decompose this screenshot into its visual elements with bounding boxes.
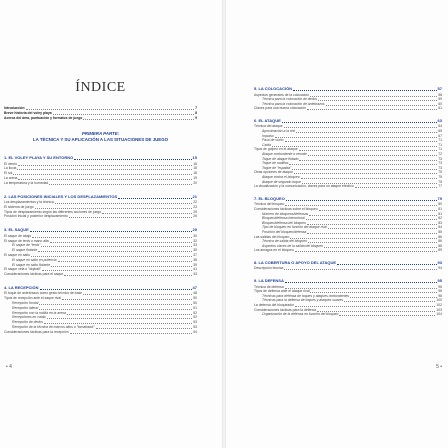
toc-entry-label: Toque de "espalda" bbox=[262, 165, 292, 170]
dot-leader bbox=[51, 265, 192, 267]
toc-entry-label: La temperatura y la humedad bbox=[4, 180, 49, 185]
dot-leader bbox=[307, 108, 437, 110]
toc-entry-page: 52 bbox=[193, 315, 197, 320]
dot-leader bbox=[39, 303, 192, 305]
toc-entry-label: El saque vela o "skyball" bbox=[4, 267, 41, 272]
dot-leader bbox=[13, 173, 192, 175]
toc-entry-page: 53 bbox=[193, 320, 197, 325]
toc-entry-page: 104 bbox=[436, 312, 442, 317]
toc-entry-label: Consideraciones tácticas para el saque bbox=[4, 272, 64, 277]
toc-entry-label: Los desplazamientos y la técnica bbox=[4, 200, 54, 204]
right-page bbox=[226, 0, 448, 448]
toc-entry-page: 85 bbox=[438, 229, 442, 234]
toc-entry-label: Recepción lateral bbox=[12, 305, 39, 310]
toc-entry-label: Impulso bbox=[262, 133, 274, 138]
toc-entry-page: 71 bbox=[438, 138, 442, 143]
toc-entry bbox=[4, 330, 197, 335]
dot-leader bbox=[286, 199, 437, 201]
toc-entry-label: Tipos de defensa ante el ataque rival bbox=[254, 289, 310, 294]
dot-leader bbox=[49, 183, 192, 185]
section-title: 9. LA DEFENSA bbox=[254, 278, 284, 283]
toc-entry-page: 84 bbox=[438, 225, 442, 230]
dot-leader bbox=[62, 298, 192, 300]
toc-entry-page: 88 bbox=[438, 243, 442, 248]
dot-leader bbox=[26, 108, 195, 110]
toc-entry-page: 71 bbox=[438, 147, 442, 152]
toc-entry-label: Técnica de defensa bbox=[254, 284, 284, 289]
toc-entry-page: 72 bbox=[438, 152, 442, 156]
toc-entry-label: Toque de nudillos bbox=[262, 161, 289, 166]
section-page: 63 bbox=[437, 117, 442, 123]
toc-entry-page: 37 bbox=[193, 252, 197, 257]
toc-entry-page: 61 bbox=[438, 106, 442, 111]
toc-entry-label: El saque de abajo bbox=[4, 233, 32, 238]
toc-entry-page: 16 bbox=[193, 161, 197, 166]
section-page: 21 bbox=[192, 193, 197, 199]
toc-entry-page: 80 bbox=[438, 202, 442, 207]
toc-entry-label: Consideraciones tácticas para la recepción bbox=[4, 329, 69, 334]
toc-entry-page: 25 bbox=[193, 209, 197, 214]
toc-section-heading bbox=[254, 118, 442, 124]
toc-entry-label: Posición del bloqueo/defensa bbox=[262, 229, 307, 234]
toc-entry-label: Paso de vuelo bbox=[262, 138, 284, 143]
toc-entry-page: 30 bbox=[193, 233, 197, 238]
dot-leader bbox=[64, 274, 192, 276]
toc-entry-page: 67 bbox=[438, 133, 442, 138]
toc-entry-page: 59 bbox=[438, 97, 442, 102]
dot-leader bbox=[67, 313, 192, 315]
dot-leader bbox=[293, 89, 436, 91]
toc-entry-page: 96 bbox=[438, 284, 442, 289]
section-page: 93 bbox=[437, 259, 442, 265]
toc-entry-label: La arena bbox=[4, 175, 18, 180]
toc-entry-page: 33 bbox=[193, 243, 197, 248]
toc-entry-page: 58 bbox=[438, 92, 442, 97]
toc-entry-page: 73 bbox=[438, 161, 442, 166]
toc-entry bbox=[254, 266, 442, 271]
dot-leader bbox=[38, 250, 192, 252]
toc-section-heading bbox=[254, 196, 442, 202]
toc-entry-page: 48 bbox=[193, 291, 197, 296]
dot-leader bbox=[118, 197, 191, 199]
toc-entry-label: Consideraciones tácticas sobre el bloqueo bbox=[254, 206, 318, 211]
toc-entry-label: El sistema de juego bbox=[4, 204, 34, 209]
toc-entry-page: 38 bbox=[193, 257, 197, 262]
toc-intro-entry-page: 9 bbox=[195, 116, 197, 120]
toc-entry-page: 100 bbox=[436, 298, 442, 303]
toc-entry-label: Ataque contundente o remate bbox=[262, 152, 307, 156]
toc-entry-page: 73 bbox=[438, 165, 442, 170]
dot-leader bbox=[42, 269, 192, 271]
toc-entry-label: Ataque de segundo toque bbox=[262, 179, 301, 184]
toc-entry-page: 89 bbox=[438, 248, 442, 253]
toc-entry-page: 50 bbox=[193, 296, 197, 301]
toc-entry-label: Bloqueo/defensa intencional bbox=[262, 216, 305, 221]
section-title: 3. EL SAQUE bbox=[4, 227, 29, 233]
toc-entry-label: Técnica del bloqueo bbox=[254, 202, 285, 207]
toc-intro-entry bbox=[4, 116, 197, 121]
toc-entry-label: El saque en salto bbox=[4, 252, 31, 257]
toc-entry-label: Recepción con la rodilla en la arena bbox=[12, 310, 66, 315]
dot-leader bbox=[285, 281, 437, 283]
toc-entry-page: 41 bbox=[193, 267, 197, 272]
toc-entry-page: 81 bbox=[438, 206, 442, 211]
toc-entry-page: 77 bbox=[438, 184, 442, 189]
dot-leader bbox=[35, 207, 193, 209]
dot-leader bbox=[83, 293, 192, 295]
toc-entry-page: 23 bbox=[193, 204, 197, 209]
dot-leader bbox=[83, 118, 194, 120]
toc-entry-page: 75 bbox=[438, 170, 442, 175]
dot-leader bbox=[282, 121, 437, 123]
dot-leader bbox=[96, 327, 193, 329]
toc-entry-page: 43 bbox=[193, 272, 197, 277]
toc-entry-label: Aproximación a la red bbox=[262, 129, 295, 133]
toc-entry-label: Tipos de golpeo en el ataque bbox=[254, 147, 298, 152]
toc-section-heading bbox=[254, 278, 442, 284]
toc-section-heading bbox=[4, 155, 197, 161]
section-page: 29 bbox=[192, 227, 197, 233]
left-page bbox=[0, 0, 222, 448]
toc-entry-page: 51 bbox=[193, 305, 197, 310]
toc-entry-page: 22 bbox=[193, 200, 197, 204]
toc-entry-label: Técnica del ataque bbox=[254, 124, 283, 129]
part-subheading: LA TÉCNICA Y SU APLICACIÓN A LAS SITUACIONES DE JUEGO bbox=[32, 137, 169, 142]
dot-leader bbox=[17, 168, 192, 170]
section-page: 79 bbox=[437, 195, 442, 201]
dot-leader bbox=[58, 260, 193, 262]
dot-leader bbox=[102, 212, 192, 214]
toc-entry bbox=[4, 181, 197, 186]
toc-entry-page: 82 bbox=[438, 216, 442, 221]
toc-entry-page: 98 bbox=[438, 289, 442, 294]
toc-entry-label: Técnicas para la defensa de toques y ataques suaves bbox=[262, 298, 344, 303]
section-title: 7. EL BLOQUEO bbox=[254, 195, 285, 201]
toc-entry-label: Técnica para la colocación de dedos bbox=[262, 97, 318, 102]
toc-entry-label: Aspectos generales de la colocación bbox=[254, 92, 310, 97]
part-heading: PRIMERA PARTE: bbox=[81, 131, 120, 136]
toc-entry-label: Recepción de dedos bbox=[12, 320, 43, 325]
section-page: 15 bbox=[192, 155, 197, 160]
toc-entry-label: El viento bbox=[4, 161, 18, 166]
toc-entry-page: 52 bbox=[193, 310, 197, 315]
dot-leader bbox=[355, 186, 438, 188]
toc-entry-page: 102 bbox=[436, 302, 442, 307]
toc-entry-label: El saque de "tenis" bbox=[12, 243, 41, 248]
toc-entry-label: El saque en salto flotante bbox=[12, 262, 51, 267]
page-number-right: 5 • bbox=[436, 364, 442, 370]
section-title: 2. LAS POSICIONES INICIALES Y LOS DESPLAZAMIENTOS bbox=[4, 193, 118, 199]
toc-entry-label: Ataque contra el bloqueo bbox=[262, 175, 300, 179]
toc-entry-label: La lluvia bbox=[4, 166, 17, 171]
toc-entry-label: Descripción técnica bbox=[254, 266, 284, 271]
toc-intro-entry-page: 7 bbox=[195, 106, 197, 110]
toc-entry-label: Recepción de la técnica de marcos altos o "tomahawk" bbox=[12, 325, 95, 329]
section-title: 6. EL ATAQUE bbox=[254, 117, 281, 123]
toc-entry-label: El saque flotante bbox=[12, 248, 38, 253]
toc-entry-label: Tipos de recepción ante el saque rival bbox=[4, 296, 61, 301]
toc-section-heading bbox=[4, 194, 197, 200]
dot-leader bbox=[41, 245, 192, 247]
toc-entry-page: 50 bbox=[193, 301, 197, 305]
toc-entry-label: La defensa del bloqueador bbox=[254, 302, 295, 307]
toc-entry-label: El saque en salto en potencia bbox=[12, 257, 57, 262]
toc-entry-page: 18 bbox=[193, 166, 197, 171]
toc-entry-page: 60 bbox=[438, 101, 442, 106]
toc-entry-label: Otras opciones de ataque bbox=[254, 170, 293, 175]
toc-entry bbox=[254, 184, 442, 189]
toc-entry-page: 73 bbox=[438, 156, 442, 161]
dot-leader bbox=[31, 255, 192, 257]
toc-entry-page: 86 bbox=[438, 239, 442, 244]
toc-entry bbox=[4, 272, 197, 277]
dot-leader bbox=[18, 164, 192, 166]
section-title: 8. LA COBERTURA O APOYO DEL ATAQUE bbox=[254, 259, 337, 265]
toc-intro-entry-label: Breve historia del voley playa bbox=[4, 111, 52, 115]
toc-entry-label: Número de bloqueos/defensas bbox=[262, 211, 309, 216]
section-page: 47 bbox=[192, 284, 197, 290]
toc-entry-label: La visualización y la comunicación, claves para un ataque efectivo bbox=[254, 184, 354, 189]
dot-leader bbox=[40, 288, 192, 290]
toc-entry-page: 39 bbox=[193, 262, 197, 267]
dot-leader bbox=[295, 250, 437, 252]
toc-entry-label: Técnica de salida del bloqueo bbox=[262, 239, 307, 244]
toc-entry-label: El saque de tenis o mano alta bbox=[4, 238, 49, 243]
dot-leader bbox=[39, 308, 192, 310]
toc-entry-page: 26 bbox=[193, 214, 197, 219]
toc-entry-label: El sol bbox=[4, 171, 13, 176]
section-page: 57 bbox=[437, 86, 442, 91]
toc-entry-label: Tipo de bloqueo en función del ataque rival bbox=[262, 225, 327, 230]
toc-entry-label: Recepción frontal bbox=[12, 301, 39, 305]
toc-entry-page: 18 bbox=[193, 171, 197, 176]
toc-entry-label: Consideraciones tácticas para la defensa bbox=[254, 307, 317, 312]
page-number-left: • 4 bbox=[6, 364, 12, 370]
toc-entry bbox=[4, 214, 197, 219]
toc-entry-page: 94 bbox=[438, 266, 442, 271]
toc-entry-page: 81 bbox=[438, 211, 442, 216]
toc-intro-entry-label: Acerca del área, puntuación y formatos de juego bbox=[4, 116, 83, 120]
toc-entry-label: Técnicas para defensa de toques y ataques contundentes bbox=[262, 293, 350, 298]
toc-entry-label: Caída bbox=[262, 142, 272, 147]
dot-leader bbox=[30, 230, 192, 232]
toc-entry-page: 71 bbox=[438, 142, 442, 147]
toc-entry-label: Recepciones en caída bbox=[12, 315, 46, 320]
toc-entry-label: Toque de ataque fintado bbox=[262, 156, 299, 161]
toc-entry-label: El toque de antebrazos como gesto técnico de base bbox=[4, 291, 83, 296]
page-title: ÍNDICE bbox=[75, 80, 126, 95]
toc-entry-page: 32 bbox=[193, 238, 197, 243]
dot-leader bbox=[74, 158, 191, 160]
toc-entry-label: Las salidas del bloqueo bbox=[254, 234, 290, 239]
toc-entry-label: Bloqueo/defensa del bloqueo bbox=[262, 220, 306, 225]
toc-entry-page: 20 bbox=[193, 180, 197, 185]
toc-section-heading bbox=[254, 86, 442, 92]
section-title: 4. LA RECEPCIÓN bbox=[4, 284, 39, 290]
toc-entry-page: 64 bbox=[438, 124, 442, 129]
dot-leader bbox=[339, 314, 435, 316]
toc-entry-label: Claves para una buena colocación bbox=[254, 106, 307, 111]
toc-entry-page: 75 bbox=[438, 179, 442, 184]
toc-entry-label: Aspectos claves de la salida del bloqueo bbox=[262, 243, 324, 248]
dot-leader bbox=[70, 332, 193, 334]
dot-leader bbox=[44, 322, 192, 324]
dot-leader bbox=[69, 216, 193, 218]
dot-leader bbox=[50, 241, 193, 243]
toc-entry-page: 75 bbox=[438, 175, 442, 179]
toc-section-heading bbox=[254, 260, 442, 266]
toc-entry bbox=[254, 248, 442, 253]
toc-entry-label: Organización de la defensa en función del bloqueo bbox=[262, 312, 339, 317]
dot-leader bbox=[32, 236, 192, 238]
toc-entry-page: 83 bbox=[438, 220, 442, 225]
dot-leader bbox=[47, 317, 193, 319]
section-page: 95 bbox=[437, 278, 442, 283]
toc-entry bbox=[254, 312, 442, 317]
dot-leader bbox=[53, 113, 194, 115]
toc-entry-label: Posición inicial y posterior desplazamiento bbox=[4, 214, 68, 219]
toc-entry bbox=[254, 106, 442, 111]
dot-leader bbox=[337, 263, 436, 265]
toc-entry-page: 54 bbox=[193, 329, 197, 334]
toc-entry-page: 65 bbox=[438, 129, 442, 133]
toc-section-heading bbox=[4, 227, 197, 233]
toc-intro-entry-page: 8 bbox=[195, 111, 197, 115]
toc-entry-page: 19 bbox=[193, 175, 197, 180]
toc-entry-label: Los amagos en el bloqueo bbox=[254, 248, 294, 253]
toc-entry-page: 35 bbox=[193, 248, 197, 253]
toc-entry-page: 103 bbox=[436, 307, 442, 312]
section-title: 1. EL VOLEY PLAYA Y SU ENTORNO bbox=[4, 155, 74, 160]
toc-entry-page: 53 bbox=[193, 325, 197, 329]
section-title: 5. LA COLOCACIÓN bbox=[254, 86, 293, 91]
dot-leader bbox=[284, 268, 437, 270]
toc-entry-page: 86 bbox=[438, 234, 442, 239]
toc-entry-page: 98 bbox=[438, 293, 442, 298]
dot-leader bbox=[55, 202, 192, 204]
toc-intro-entry-label: Introducción bbox=[4, 106, 25, 110]
toc-entry-label: Técnica para la colocación de antebrazos bbox=[262, 101, 325, 106]
toc-section-heading bbox=[4, 285, 197, 291]
toc-entry-label: Tipos de desplazamiento según las diferentes acciones de juego bbox=[4, 209, 102, 214]
dot-leader bbox=[18, 178, 192, 180]
